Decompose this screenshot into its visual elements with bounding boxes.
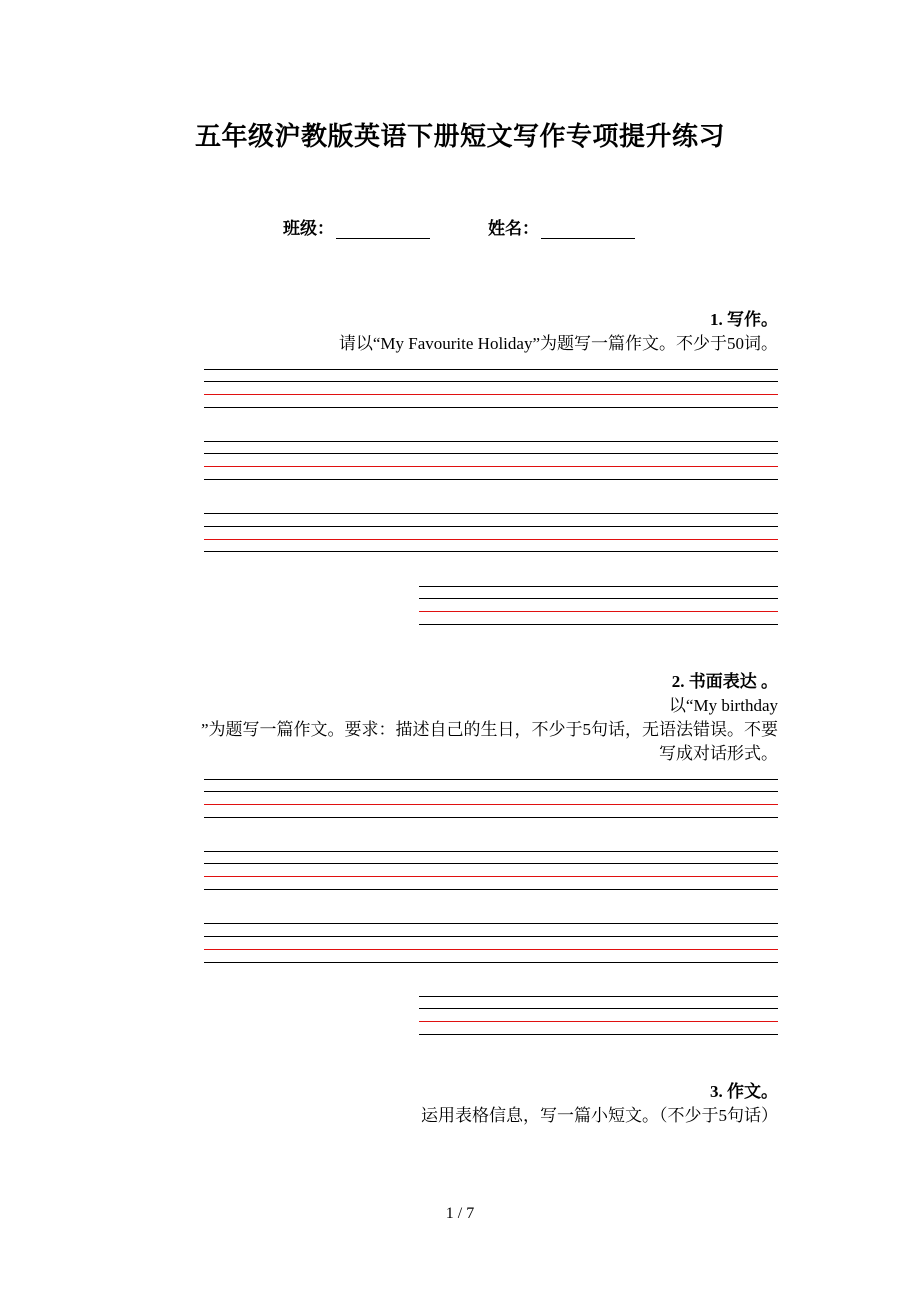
question-2-prompt-line-3: 写成对话形式。: [659, 744, 778, 763]
name-label: 姓名：: [488, 219, 539, 238]
question-1-prompt: 请以“My Favourite Holiday”为题写一篇作文。不少于50词。: [338, 334, 778, 353]
question-2-prompt-line-1: 以“My birthday: [668, 696, 778, 715]
class-field: [283, 214, 430, 239]
class-label: 班级：: [283, 219, 334, 238]
question-2-heading: 2. 书面表达 。: [671, 672, 778, 691]
page-title: 五年级沪教版英语下册短文写作专项提升练习: [194, 122, 725, 151]
question-3-heading: 3. 作文。: [710, 1082, 778, 1101]
question-3-prompt: 运用表格信息，写一篇小短文。（不少于5句话）: [421, 1106, 778, 1125]
name-field: [488, 214, 635, 239]
name-blank[interactable]: [541, 220, 635, 239]
question-1-heading: 1. 写作。: [710, 310, 778, 329]
class-blank[interactable]: [336, 220, 430, 239]
question-2-prompt-line-2: ”为题写一篇作文。要求：描述自己的生日，不少于5句话，无语法错误。不要: [200, 720, 778, 739]
page-number: 1 / 7: [445, 1205, 475, 1222]
